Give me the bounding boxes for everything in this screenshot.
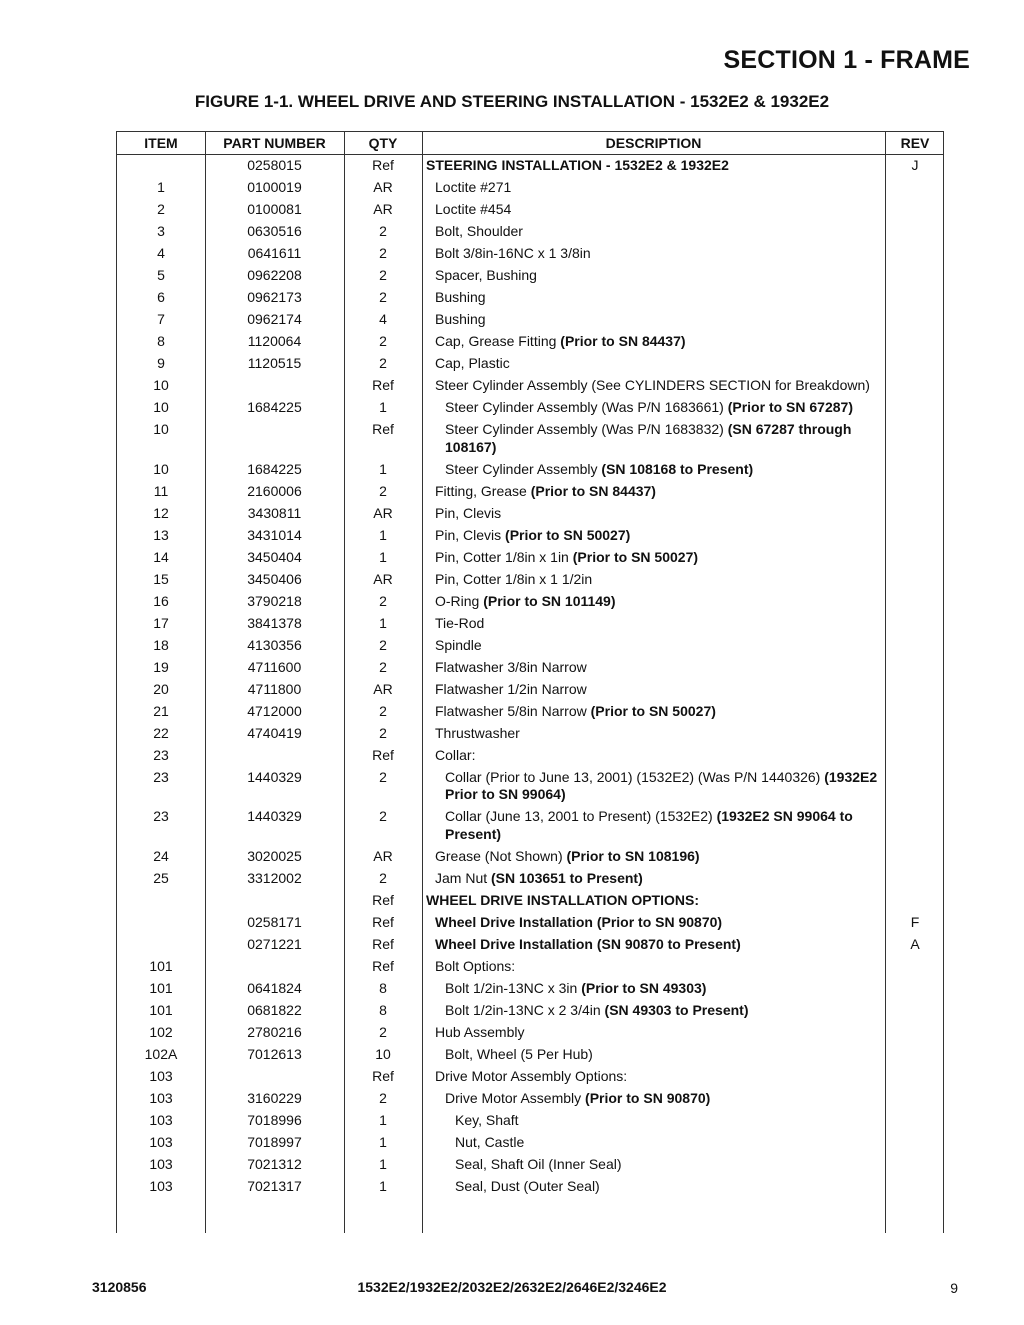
header-part-number: PART NUMBER bbox=[223, 135, 326, 151]
table-body bbox=[117, 155, 943, 1198]
table-row bbox=[117, 419, 943, 459]
table-row bbox=[117, 1088, 943, 1110]
table-row bbox=[117, 767, 943, 807]
qty-cell: 1 bbox=[379, 1133, 387, 1150]
description-cell bbox=[426, 958, 883, 976]
description-cell bbox=[426, 1178, 903, 1196]
part-number-cell: 2780216 bbox=[247, 1023, 302, 1040]
description-cell bbox=[426, 549, 883, 567]
qty-cell: 1 bbox=[379, 399, 387, 415]
item-cell: 22 bbox=[153, 724, 169, 741]
description-cell bbox=[426, 848, 883, 866]
qty-cell: 2 bbox=[379, 482, 387, 499]
description-note: (1932E2 Prior to SN 99064) bbox=[445, 768, 878, 802]
table-row bbox=[117, 679, 943, 701]
description-cell bbox=[426, 179, 883, 197]
description-cell bbox=[426, 1002, 893, 1020]
part-number-cell: 4711600 bbox=[247, 658, 302, 675]
description-cell bbox=[426, 1068, 883, 1086]
part-number-cell: 3790218 bbox=[247, 592, 302, 609]
qty-cell: 8 bbox=[379, 979, 387, 996]
description-text: Bolt 1/2in-13NC x 3in bbox=[445, 979, 582, 996]
qty-cell: 1 bbox=[379, 1111, 387, 1128]
table-row bbox=[117, 701, 943, 723]
table-row bbox=[117, 868, 943, 890]
header-description: DESCRIPTION bbox=[605, 135, 702, 151]
table-row bbox=[117, 890, 943, 912]
description-text: Cap, Grease Fitting bbox=[435, 333, 561, 349]
part-number-cell: 3020025 bbox=[247, 847, 302, 864]
description-cell bbox=[426, 725, 883, 743]
qty-cell: Ref bbox=[372, 957, 394, 974]
footer-page-number: 9 bbox=[950, 1280, 958, 1296]
description-cell bbox=[426, 399, 893, 417]
item-cell: 23 bbox=[153, 746, 169, 763]
description-text: Fitting, Grease bbox=[435, 482, 531, 499]
item-cell: 14 bbox=[153, 548, 169, 565]
qty-cell: AR bbox=[373, 201, 393, 217]
item-cell: 17 bbox=[153, 614, 169, 631]
item-cell: 103 bbox=[149, 1155, 173, 1172]
table-row bbox=[117, 723, 943, 745]
description-text: Spindle bbox=[435, 636, 482, 653]
qty-cell: 2 bbox=[379, 658, 387, 675]
table-row bbox=[117, 934, 943, 956]
qty-cell: 2 bbox=[379, 333, 387, 349]
qty-cell: 2 bbox=[379, 1023, 387, 1040]
table-row bbox=[117, 265, 943, 287]
description-cell bbox=[426, 223, 883, 241]
description-text: Grease (Not Shown) bbox=[435, 847, 567, 864]
table-row bbox=[117, 221, 943, 243]
description-cell bbox=[426, 936, 883, 954]
qty-cell: AR bbox=[373, 680, 393, 697]
description-note: (SN 67287 through 108167) bbox=[445, 421, 852, 455]
rev-cell: J bbox=[911, 157, 919, 173]
table-row bbox=[117, 547, 943, 569]
description-note: (SN 108168 to Present) bbox=[601, 460, 754, 477]
description-text: Steer Cylinder Assembly (Was P/N 1683661) bbox=[445, 399, 728, 415]
rev-cell: A bbox=[910, 935, 920, 952]
table-row bbox=[117, 1132, 943, 1154]
description-text: Bushing bbox=[435, 289, 486, 305]
qty-cell: Ref bbox=[372, 891, 394, 908]
qty-cell: 1 bbox=[379, 526, 387, 543]
description-cell bbox=[426, 421, 893, 456]
table-row bbox=[117, 1154, 943, 1176]
table-row bbox=[117, 397, 943, 419]
part-number-cell: 0271221 bbox=[247, 935, 302, 952]
header-rev: REV bbox=[900, 135, 930, 151]
qty-cell: 1 bbox=[379, 1177, 387, 1194]
qty-cell: 2 bbox=[379, 808, 387, 824]
description-text: Flatwasher 1/2in Narrow bbox=[435, 680, 587, 697]
part-number-cell: 3160229 bbox=[247, 1089, 302, 1106]
description-text: Jam Nut bbox=[435, 869, 492, 886]
description-cell bbox=[426, 769, 893, 804]
item-cell: 13 bbox=[153, 526, 169, 543]
part-number-cell: 7021312 bbox=[247, 1155, 302, 1172]
table-row bbox=[117, 459, 943, 481]
description-note: (Prior to SN 50027) bbox=[572, 548, 699, 565]
part-number-cell: 2160006 bbox=[247, 482, 302, 499]
qty-cell: 2 bbox=[379, 267, 387, 283]
part-number-cell: 3431014 bbox=[247, 526, 302, 543]
header-qty: QTY bbox=[368, 135, 398, 151]
qty-cell: 2 bbox=[379, 355, 387, 371]
item-cell: 19 bbox=[153, 658, 169, 675]
qty-cell: Ref bbox=[372, 377, 394, 393]
description-cell bbox=[426, 333, 883, 351]
item-cell: 10 bbox=[153, 421, 169, 437]
part-number-cell: 7018996 bbox=[247, 1111, 302, 1128]
qty-cell: 1 bbox=[379, 614, 387, 631]
qty-cell: 1 bbox=[379, 460, 387, 477]
description-cell bbox=[426, 1046, 893, 1064]
description-text: Drive Motor Assembly Options: bbox=[435, 1067, 628, 1084]
section-title: SECTION 1 - FRAME bbox=[723, 46, 970, 74]
table-row bbox=[117, 353, 943, 375]
part-number-cell: 1684225 bbox=[247, 460, 302, 477]
part-number-cell: 1440329 bbox=[247, 768, 302, 785]
description-cell bbox=[426, 527, 883, 545]
item-cell: 15 bbox=[153, 570, 169, 587]
item-cell: 11 bbox=[153, 482, 169, 499]
description-cell bbox=[426, 1024, 883, 1042]
description-text: Bolt, Wheel (5 Per Hub) bbox=[445, 1045, 593, 1062]
part-number-cell: 1440329 bbox=[247, 808, 302, 824]
description-note: WHEEL DRIVE INSTALLATION OPTIONS: bbox=[426, 891, 699, 908]
description-text: Bolt Options: bbox=[435, 957, 516, 974]
rev-cell: F bbox=[910, 913, 920, 930]
item-cell: 103 bbox=[149, 1089, 173, 1106]
description-text: Pin, Clevis bbox=[435, 504, 502, 521]
part-number-cell: 0100081 bbox=[247, 201, 302, 217]
description-cell bbox=[426, 637, 883, 655]
description-cell bbox=[426, 892, 874, 910]
description-cell bbox=[426, 659, 883, 677]
table-row bbox=[117, 1110, 943, 1132]
item-cell: 12 bbox=[153, 504, 169, 521]
item-cell: 10 bbox=[153, 460, 169, 477]
description-text: Flatwasher 3/8in Narrow bbox=[435, 658, 587, 675]
table-header bbox=[117, 132, 943, 155]
qty-cell: 2 bbox=[379, 702, 387, 719]
item-cell: 101 bbox=[149, 979, 173, 996]
part-number-cell: 0962208 bbox=[247, 267, 302, 283]
table-row bbox=[117, 375, 943, 397]
part-number-cell: 1120064 bbox=[247, 333, 302, 349]
description-cell bbox=[426, 157, 874, 175]
description-text: Nut, Castle bbox=[455, 1133, 525, 1150]
part-number-cell: 0962174 bbox=[247, 311, 302, 327]
item-cell: 3 bbox=[157, 223, 165, 239]
qty-cell: 2 bbox=[379, 592, 387, 609]
description-note: (Prior to SN 50027) bbox=[590, 702, 716, 719]
qty-cell: 2 bbox=[379, 223, 387, 239]
description-cell bbox=[426, 377, 883, 395]
description-note: (SN 103651 to Present) bbox=[491, 869, 643, 886]
qty-cell: Ref bbox=[372, 935, 394, 952]
part-number-cell: 7012613 bbox=[247, 1045, 302, 1062]
table-row bbox=[117, 635, 943, 657]
item-cell: 4 bbox=[157, 245, 165, 261]
qty-cell: Ref bbox=[372, 1067, 394, 1084]
part-number-cell: 1120515 bbox=[247, 355, 302, 371]
part-number-cell: 0258171 bbox=[247, 913, 302, 930]
table-row bbox=[117, 978, 943, 1000]
part-number-cell: 3841378 bbox=[247, 614, 302, 631]
part-number-cell: 3450404 bbox=[247, 548, 302, 565]
description-text: Tie-Rod bbox=[435, 614, 485, 631]
description-note: (Prior to SN 90870) bbox=[585, 1089, 711, 1106]
table-row bbox=[117, 657, 943, 679]
table-row bbox=[117, 243, 943, 265]
qty-cell: Ref bbox=[372, 913, 394, 930]
item-cell: 23 bbox=[153, 768, 169, 785]
footer-models: 1532E2/1932E2/2032E2/2632E2/2646E2/3246E2 bbox=[357, 1279, 667, 1295]
item-cell: 103 bbox=[149, 1133, 173, 1150]
item-cell: 23 bbox=[153, 808, 169, 824]
qty-cell: 4 bbox=[379, 311, 387, 327]
item-cell: 25 bbox=[153, 869, 169, 886]
item-cell: 103 bbox=[149, 1067, 173, 1084]
qty-cell: AR bbox=[373, 504, 393, 521]
description-text: Collar: bbox=[435, 746, 476, 763]
item-cell: 2 bbox=[157, 201, 165, 217]
item-cell: 103 bbox=[149, 1177, 173, 1194]
description-cell bbox=[426, 483, 883, 501]
description-cell bbox=[426, 703, 883, 721]
part-number-cell: 3430811 bbox=[247, 504, 302, 521]
description-text: Collar (June 13, 2001 to Present) (1532E2) bbox=[445, 808, 717, 824]
footer-doc-number: 3120856 bbox=[92, 1279, 147, 1295]
qty-cell: AR bbox=[373, 570, 393, 587]
description-text: Cap, Plastic bbox=[435, 355, 510, 371]
part-number-cell: 4711800 bbox=[247, 680, 302, 697]
header-item: ITEM bbox=[144, 135, 178, 151]
description-note: (Prior to SN 108196) bbox=[566, 847, 700, 864]
description-note: (Prior to SN 67287) bbox=[727, 399, 853, 415]
description-cell bbox=[426, 593, 883, 611]
table-row bbox=[117, 1176, 943, 1198]
description-text: Pin, Cotter 1/8in x 1 1/2in bbox=[435, 570, 593, 587]
description-cell bbox=[426, 245, 883, 263]
part-number-cell: 4712000 bbox=[247, 702, 302, 719]
description-cell bbox=[426, 980, 893, 998]
part-number-cell: 3450406 bbox=[247, 570, 302, 587]
table-row bbox=[117, 569, 943, 591]
description-text: Drive Motor Assembly bbox=[445, 1089, 586, 1106]
part-number-cell: 0641611 bbox=[247, 245, 302, 261]
table-row bbox=[117, 481, 943, 503]
description-note: (Prior to SN 84437) bbox=[530, 482, 656, 499]
table-row bbox=[117, 956, 943, 978]
table-row bbox=[117, 1022, 943, 1044]
qty-cell: 2 bbox=[379, 768, 387, 785]
description-cell bbox=[426, 505, 883, 523]
description-text: Steer Cylinder Assembly bbox=[445, 460, 602, 477]
item-cell: 103 bbox=[149, 1111, 173, 1128]
description-text: Steer Cylinder Assembly (See CYLINDERS SECTION for Breakdown) bbox=[435, 377, 870, 393]
parts-table bbox=[116, 131, 944, 1233]
description-note: (1932E2 SN 99064 to Present) bbox=[445, 808, 853, 842]
table-row bbox=[117, 591, 943, 613]
description-cell bbox=[426, 870, 883, 888]
description-text: Seal, Shaft Oil (Inner Seal) bbox=[455, 1155, 622, 1172]
item-cell: 6 bbox=[157, 289, 165, 305]
description-cell bbox=[426, 311, 883, 329]
item-cell: 18 bbox=[153, 636, 169, 653]
qty-cell: AR bbox=[373, 179, 393, 195]
qty-cell: 1 bbox=[379, 1155, 387, 1172]
description-cell bbox=[426, 1134, 903, 1152]
qty-cell: Ref bbox=[372, 421, 394, 437]
description-text: Pin, Clevis bbox=[435, 526, 506, 543]
description-cell bbox=[426, 461, 893, 479]
description-cell bbox=[426, 201, 883, 219]
description-text: Key, Shaft bbox=[455, 1111, 519, 1128]
qty-cell: 10 bbox=[375, 1045, 391, 1062]
description-text: Collar (Prior to June 13, 2001) (1532E2) (Was P/N 1440326) bbox=[445, 768, 825, 785]
description-cell bbox=[426, 289, 883, 307]
description-text: Spacer, Bushing bbox=[435, 267, 537, 283]
description-cell bbox=[426, 615, 883, 633]
figure-title: FIGURE 1-1. WHEEL DRIVE AND STEERING INSTALLATION - 1532E2 & 1932E2 bbox=[194, 92, 830, 111]
description-note: Wheel Drive Installation (Prior to SN 90870) bbox=[435, 913, 723, 930]
description-note: (Prior to SN 50027) bbox=[505, 526, 631, 543]
part-number-cell: 7021317 bbox=[247, 1177, 302, 1194]
description-note: (Prior to SN 101149) bbox=[483, 592, 616, 609]
part-number-cell: 0681822 bbox=[247, 1001, 302, 1018]
part-number-cell: 0962173 bbox=[247, 289, 302, 305]
item-cell: 16 bbox=[153, 592, 169, 609]
description-text: Pin, Cotter 1/8in x 1in bbox=[435, 548, 573, 565]
item-cell: 20 bbox=[153, 680, 169, 697]
item-cell: 9 bbox=[157, 355, 165, 371]
item-cell: 24 bbox=[153, 847, 169, 864]
description-note: (SN 49303 to Present) bbox=[604, 1001, 749, 1018]
item-cell: 21 bbox=[153, 702, 169, 719]
item-cell: 101 bbox=[149, 957, 173, 974]
qty-cell: 1 bbox=[379, 548, 387, 565]
table-row bbox=[117, 745, 943, 767]
qty-cell: 2 bbox=[379, 869, 387, 886]
table-row bbox=[117, 912, 943, 934]
description-note: (Prior to SN 84437) bbox=[560, 333, 686, 349]
table-row bbox=[117, 287, 943, 309]
item-cell: 10 bbox=[153, 399, 169, 415]
item-cell: 5 bbox=[157, 267, 165, 283]
part-number-cell: 4740419 bbox=[247, 724, 302, 741]
table-row bbox=[117, 309, 943, 331]
table-row bbox=[117, 613, 943, 635]
qty-cell: 2 bbox=[379, 289, 387, 305]
table-row bbox=[117, 503, 943, 525]
item-cell: 7 bbox=[157, 311, 165, 327]
description-text: Bolt, Shoulder bbox=[435, 223, 523, 239]
item-cell: 102A bbox=[144, 1045, 178, 1062]
qty-cell: Ref bbox=[372, 746, 394, 763]
part-number-cell: 0630516 bbox=[247, 223, 302, 239]
table-row bbox=[117, 525, 943, 547]
qty-cell: 2 bbox=[379, 1089, 387, 1106]
part-number-cell: 7018997 bbox=[247, 1133, 302, 1150]
item-cell: 1 bbox=[157, 179, 165, 195]
description-text: Bushing bbox=[435, 311, 486, 327]
description-note: Wheel Drive Installation (SN 90870 to Present) bbox=[435, 935, 741, 952]
table-row bbox=[117, 1044, 943, 1066]
description-cell bbox=[426, 747, 883, 765]
table-row bbox=[117, 199, 943, 221]
qty-cell: Ref bbox=[372, 157, 394, 173]
description-cell bbox=[426, 571, 883, 589]
description-text: O-Ring bbox=[435, 592, 484, 609]
description-cell bbox=[426, 914, 883, 932]
description-cell bbox=[426, 355, 883, 373]
description-text: Steer Cylinder Assembly (Was P/N 1683832) bbox=[445, 421, 728, 437]
table-row bbox=[117, 1000, 943, 1022]
description-note: (Prior to SN 49303) bbox=[581, 979, 707, 996]
part-number-cell: 0641824 bbox=[247, 979, 302, 996]
description-cell bbox=[426, 1090, 893, 1108]
description-cell bbox=[426, 808, 893, 843]
description-text: Thrustwasher bbox=[435, 724, 520, 741]
table-row bbox=[117, 1066, 943, 1088]
qty-cell: 8 bbox=[379, 1001, 387, 1018]
table-row bbox=[117, 806, 943, 846]
qty-cell: AR bbox=[373, 847, 393, 864]
description-text: Bolt 1/2in-13NC x 2 3/4in bbox=[445, 1001, 605, 1018]
table-row bbox=[117, 331, 943, 353]
part-number-cell: 4130356 bbox=[247, 636, 302, 653]
description-text: Hub Assembly bbox=[435, 1023, 525, 1040]
table-row bbox=[117, 155, 943, 177]
part-number-cell: 0258015 bbox=[247, 157, 302, 173]
item-cell: 102 bbox=[149, 1023, 173, 1040]
table-row bbox=[117, 177, 943, 199]
item-cell: 101 bbox=[149, 1001, 173, 1018]
part-number-cell: 3312002 bbox=[247, 869, 302, 886]
qty-cell: 2 bbox=[379, 724, 387, 741]
description-text: Seal, Dust (Outer Seal) bbox=[455, 1177, 600, 1194]
description-text: Flatwasher 5/8in Narrow bbox=[435, 702, 591, 719]
part-number-cell: 0100019 bbox=[247, 179, 302, 195]
description-text: Loctite #454 bbox=[435, 201, 512, 217]
item-cell: 10 bbox=[153, 377, 169, 393]
description-note: STEERING INSTALLATION - 1532E2 & 1932E2 bbox=[426, 157, 729, 173]
description-cell bbox=[426, 1112, 903, 1130]
description-text: Bolt 3/8in-16NC x 1 3/8in bbox=[435, 245, 591, 261]
item-cell: 8 bbox=[157, 333, 165, 349]
description-cell bbox=[426, 681, 883, 699]
description-text: Loctite #271 bbox=[435, 179, 512, 195]
description-cell bbox=[426, 267, 883, 285]
qty-cell: 2 bbox=[379, 245, 387, 261]
qty-cell: 2 bbox=[379, 636, 387, 653]
table-row bbox=[117, 846, 943, 868]
part-number-cell: 1684225 bbox=[247, 399, 302, 415]
description-cell bbox=[426, 1156, 903, 1174]
